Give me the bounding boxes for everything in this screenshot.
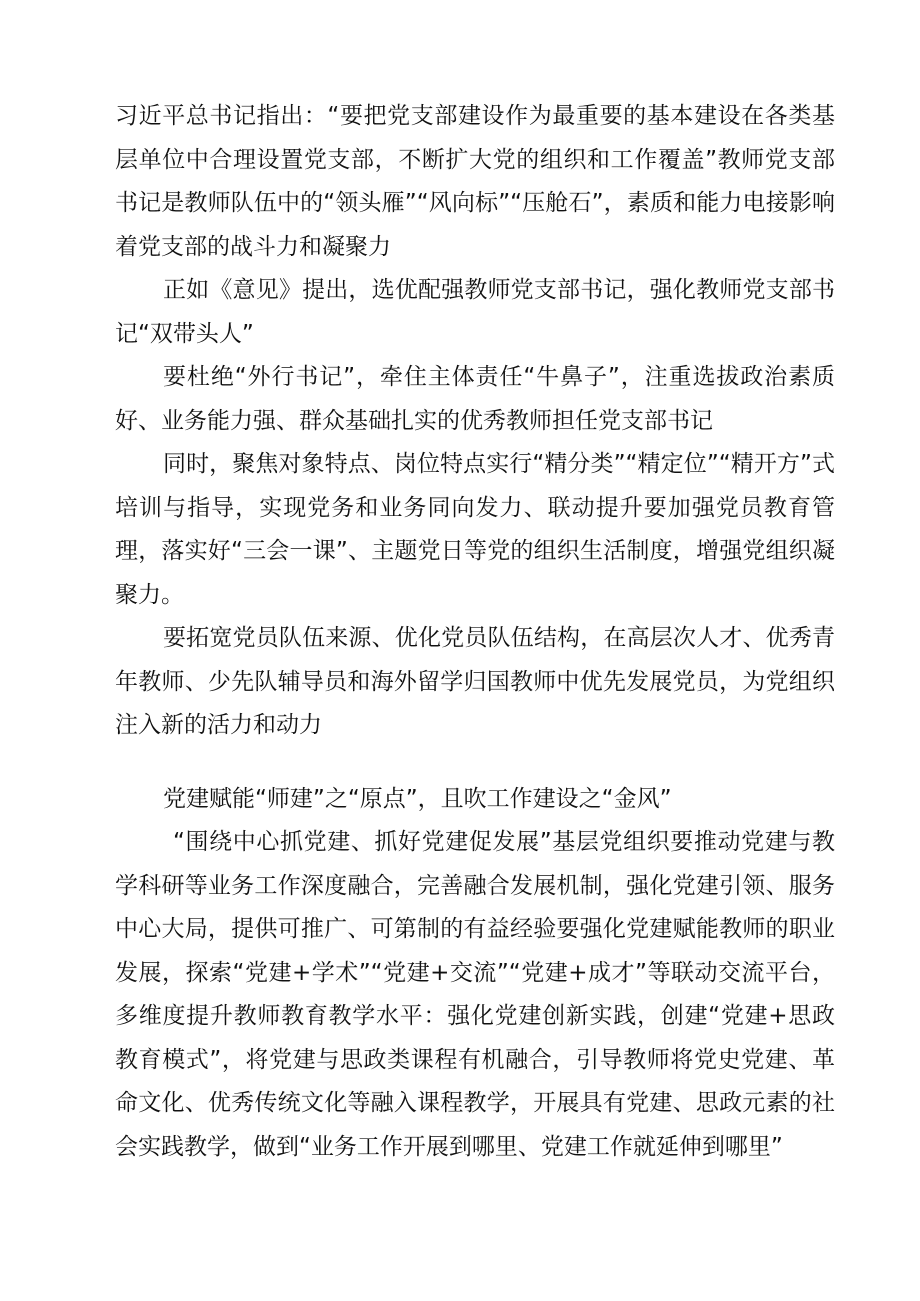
- document-page: [115, 95, 835, 1169]
- paragraph-5: 要拓宽党员队伍来源、优化党员队伍结构，在高层次人才、优秀青年教师、少先队辅导员和海外留学归国教师中优先发展党员，为党组织注入新的活力和动力: [115, 625, 835, 738]
- paragraph-1: 习近平总书记指出：“要把党支部建设作为最重要的基本建设在各类基层单位中合理设置党支部，不断扩大党的组织和工作覆盖”教师党支部书记是教师队伍中的“领头雁”“风向标”“压舱石”，素质和能力电接影响着党支部的战斗力和凝聚力: [115, 103, 835, 260]
- section-gap: [115, 748, 835, 778]
- paragraph-2: 正如《意见》提出，选优配强教师党支部书记，强化教师党支部书记“双带头人”: [115, 277, 835, 347]
- section-heading: 党建赋能“师建”之“原点”，且吹工作建设之“金风”: [163, 785, 672, 812]
- section-paragraph-1: “围绕中心抓党建、抓好党建促发展”基层党组织要推动党建与教学科研等业务工作深度融合，完善融合发展机制，强化党建引领、服务中心大局，提供可推广、可第制的有益经验要强化党建赋能教师的职业发展，探索“党建+学术”“党建+交流”“党建+成才”等联动交流平台，多维度提升教师教育教学水平：强化党建创新实践，创建“党建+思政教育模式”，将党建与思政类课程有机融合，引导教师将党史党建、革命文化、优秀传统文化等融入课程教学，开展具有党建、思政元素的社会实践教学，做到“业务工作开展到哪里、党建工作就延伸到哪里”: [115, 829, 835, 1160]
- paragraph-3: 要杜绝“外行书记”，牵住主体责任“牛鼻子”，注重选拔政治素质好、业务能力强、群众基础扎实的优秀教师担任党支部书记: [115, 364, 835, 434]
- paragraph-4: 同时，聚焦对象特点、岗位特点实行“精分类”“精定位”“精开方”式培训与指导，实现党务和业务同向发力、联动提升要加强党员教育管理，落实好“三会一课”、主题党日等党的组织生活制度，增强党组织凝聚力。: [115, 451, 835, 608]
